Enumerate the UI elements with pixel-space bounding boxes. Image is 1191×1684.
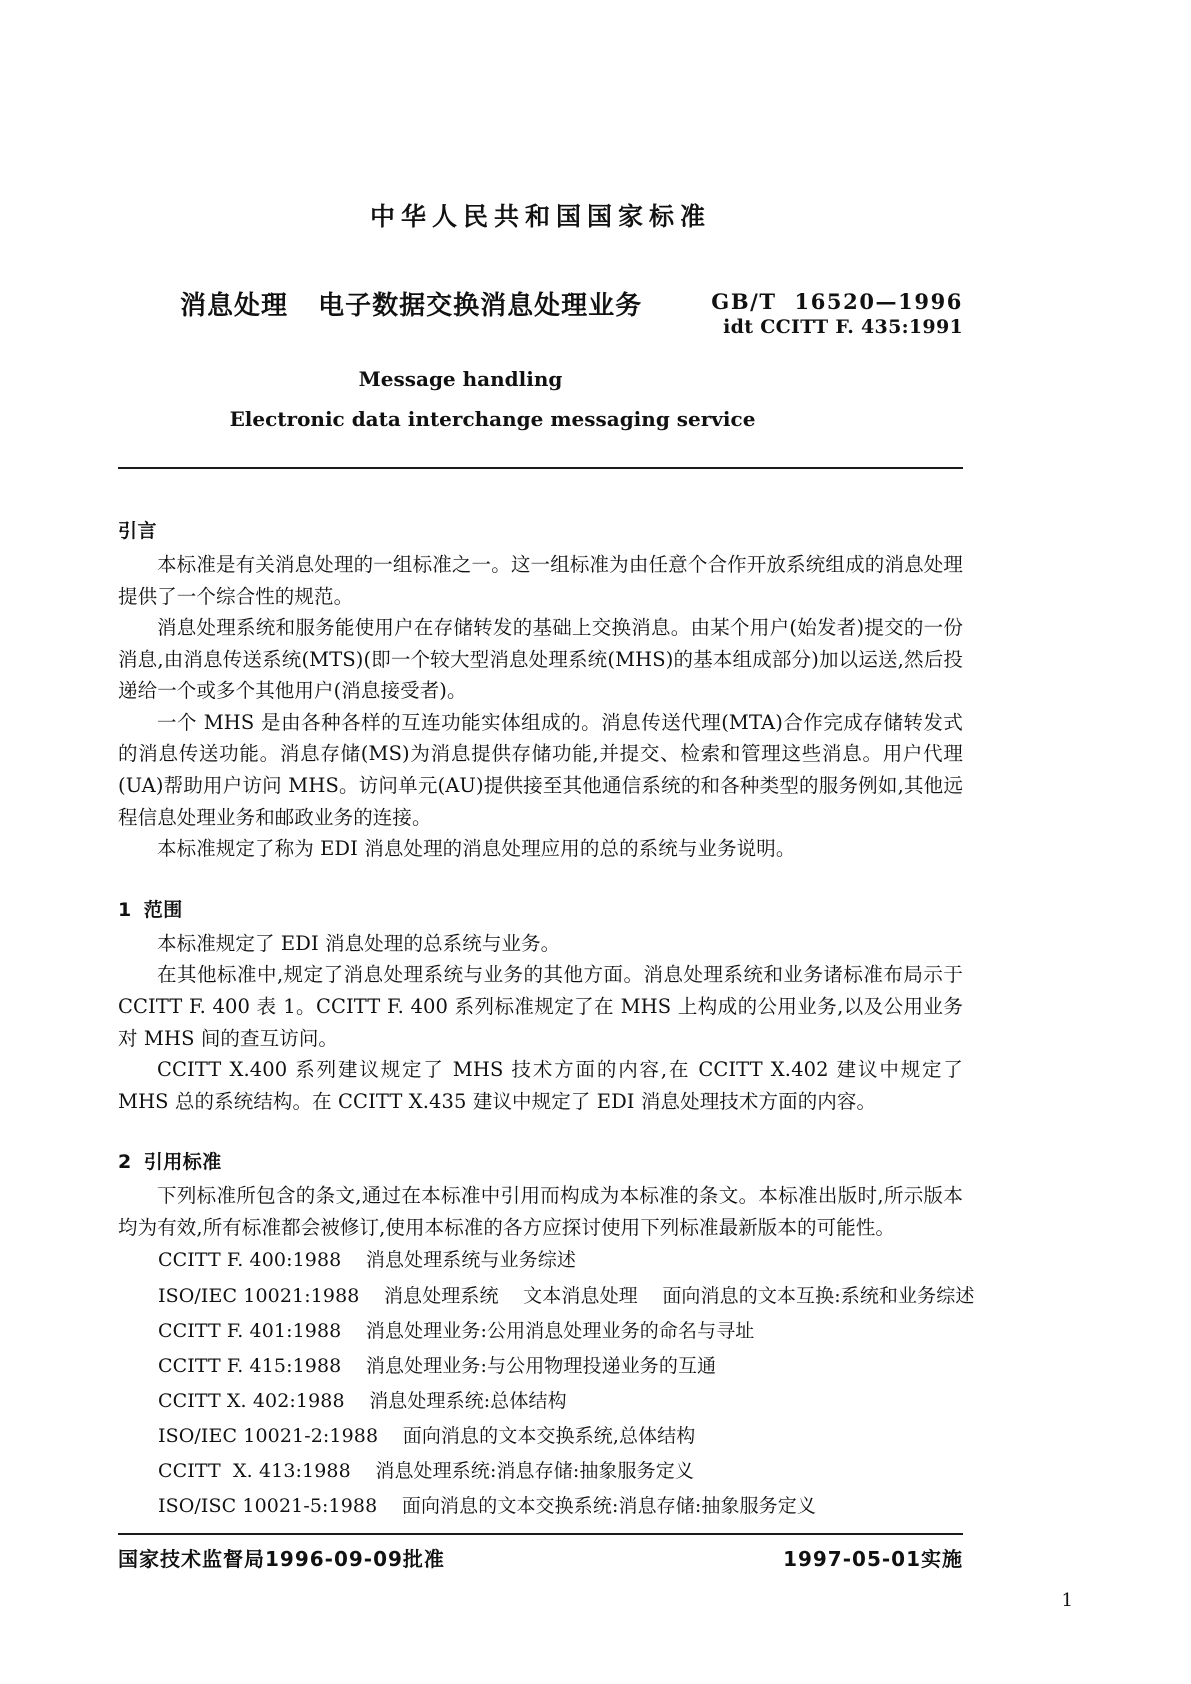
list-item: CCITT F. 400:1988 消息处理系统与业务综述	[158, 1249, 576, 1272]
document-title-english-line2: Electronic data interchange messaging service	[229, 407, 756, 431]
section-heading-intro-label: 引言	[118, 520, 158, 542]
footer-divider	[118, 1533, 963, 1535]
document-title-english-line1: Message handling	[358, 367, 563, 391]
list-item: CCITT F. 401:1988 消息处理业务:公用消息处理业务的命名与寻址	[158, 1319, 755, 1342]
page-footer	[118, 1543, 963, 1583]
document-title-chinese: 消息处理 电子数据交换消息处理业务	[180, 291, 643, 321]
section-heading-references	[118, 1147, 963, 1174]
list-item: CCITT F. 415:1988 消息处理业务:与公用物理投递业务的互通	[158, 1354, 717, 1377]
list-item: CCITT X. 413:1988 消息处理系统:消息存储:抽象服务定义	[158, 1460, 694, 1483]
section-heading-references-label: 引用标准	[143, 1151, 222, 1174]
section-number-scope: 1	[118, 898, 132, 921]
intro-paragraph: 本标准是有关消息处理的一组标准之一。这一组标准为由任意个合作开放系统组成的消息处理提供了一个综合性的规范。	[118, 553, 963, 608]
standard-number-block	[711, 289, 963, 338]
list-item: CCITT X. 402:1988 消息处理系统:总体结构	[158, 1389, 567, 1412]
intro-paragraph: 一个 MHS 是由各种各样的互连功能实体组成的。消息传送代理(MTA)合作完成存储转发式的消息传送功能。消息存储(MS)为消息提供存储功能,并提交、检索和管理这些消息。用户代理(UA)帮助用户访问 MHS。访问单元(AU)提供接至其他通信系统的和各种类型的服务例如,其他远程信息处理业务和邮政业务的连接。	[118, 710, 963, 829]
standard-number: GB/T 16520—1996	[711, 289, 963, 314]
list-item: ISO/IEC 10021-2:1988 面向消息的文本交换系统,总体结构	[158, 1425, 696, 1448]
implementation-date: 1997-05-01实施	[783, 1547, 963, 1571]
page-content	[118, 0, 975, 1525]
section-heading-intro	[118, 516, 963, 543]
header-divider	[118, 467, 963, 469]
standard-idt-reference: idt CCITT F. 435:1991	[723, 316, 963, 338]
section-number-references: 2	[118, 1151, 132, 1174]
approval-statement: 国家技术监督局1996-09-09批准	[118, 1547, 445, 1571]
referenced-standards-list	[118, 1243, 975, 1524]
national-standard-masthead: 中华人民共和国国家标准	[369, 202, 711, 231]
scope-paragraph: CCITT X.400 系列建议规定了 MHS 技术方面的内容,在 CCITT X.402 建议中规定了 MHS 总的系统结构。在 CCITT X.435 建议中规定了 EDI 消息处理技术方面的内容。	[118, 1058, 963, 1113]
list-item: ISO/ISC 10021-5:1988 面向消息的文本交换系统:消息存储:抽象服务定义	[158, 1495, 816, 1518]
page-number: 1	[1061, 1590, 1073, 1611]
section-heading-scope	[118, 895, 963, 922]
intro-paragraph: 消息处理系统和服务能使用户在存储转发的基础上交换消息。由某个用户(始发者)提交的一份消息,由消息传送系统(MTS)(即一个较大型消息处理系统(MHS)的基本组成部分)加以运送,然后投递给一个或多个其他用户(消息接受者)。	[118, 616, 963, 703]
section-heading-scope-label: 范围	[143, 898, 183, 921]
scope-paragraph: 本标准规定了 EDI 消息处理的总系统与业务。	[157, 931, 561, 955]
scope-paragraph: 在其他标准中,规定了消息处理系统与业务的其他方面。消息处理系统和业务诸标准布局示于 CCITT F. 400 表 1。CCITT F. 400 系列标准规定了在 MHS 上构成的公用业务,以及公用业务对 MHS 间的查互访问。	[118, 963, 963, 1050]
references-paragraph: 下列标准所包含的条文,通过在本标准中引用而构成为本标准的条文。本标准出版时,所示版本均为有效,所有标准都会被修订,使用本标准的各方应探讨使用下列标准最新版本的可能性。	[118, 1184, 963, 1239]
title-block	[118, 285, 963, 341]
list-item: ISO/IEC 10021:1988 消息处理系统 文本消息处理 面向消息的文本互换:系统和业务综述	[158, 1284, 975, 1307]
intro-paragraph: 本标准规定了称为 EDI 消息处理的消息处理应用的总的系统与业务说明。	[157, 837, 796, 861]
